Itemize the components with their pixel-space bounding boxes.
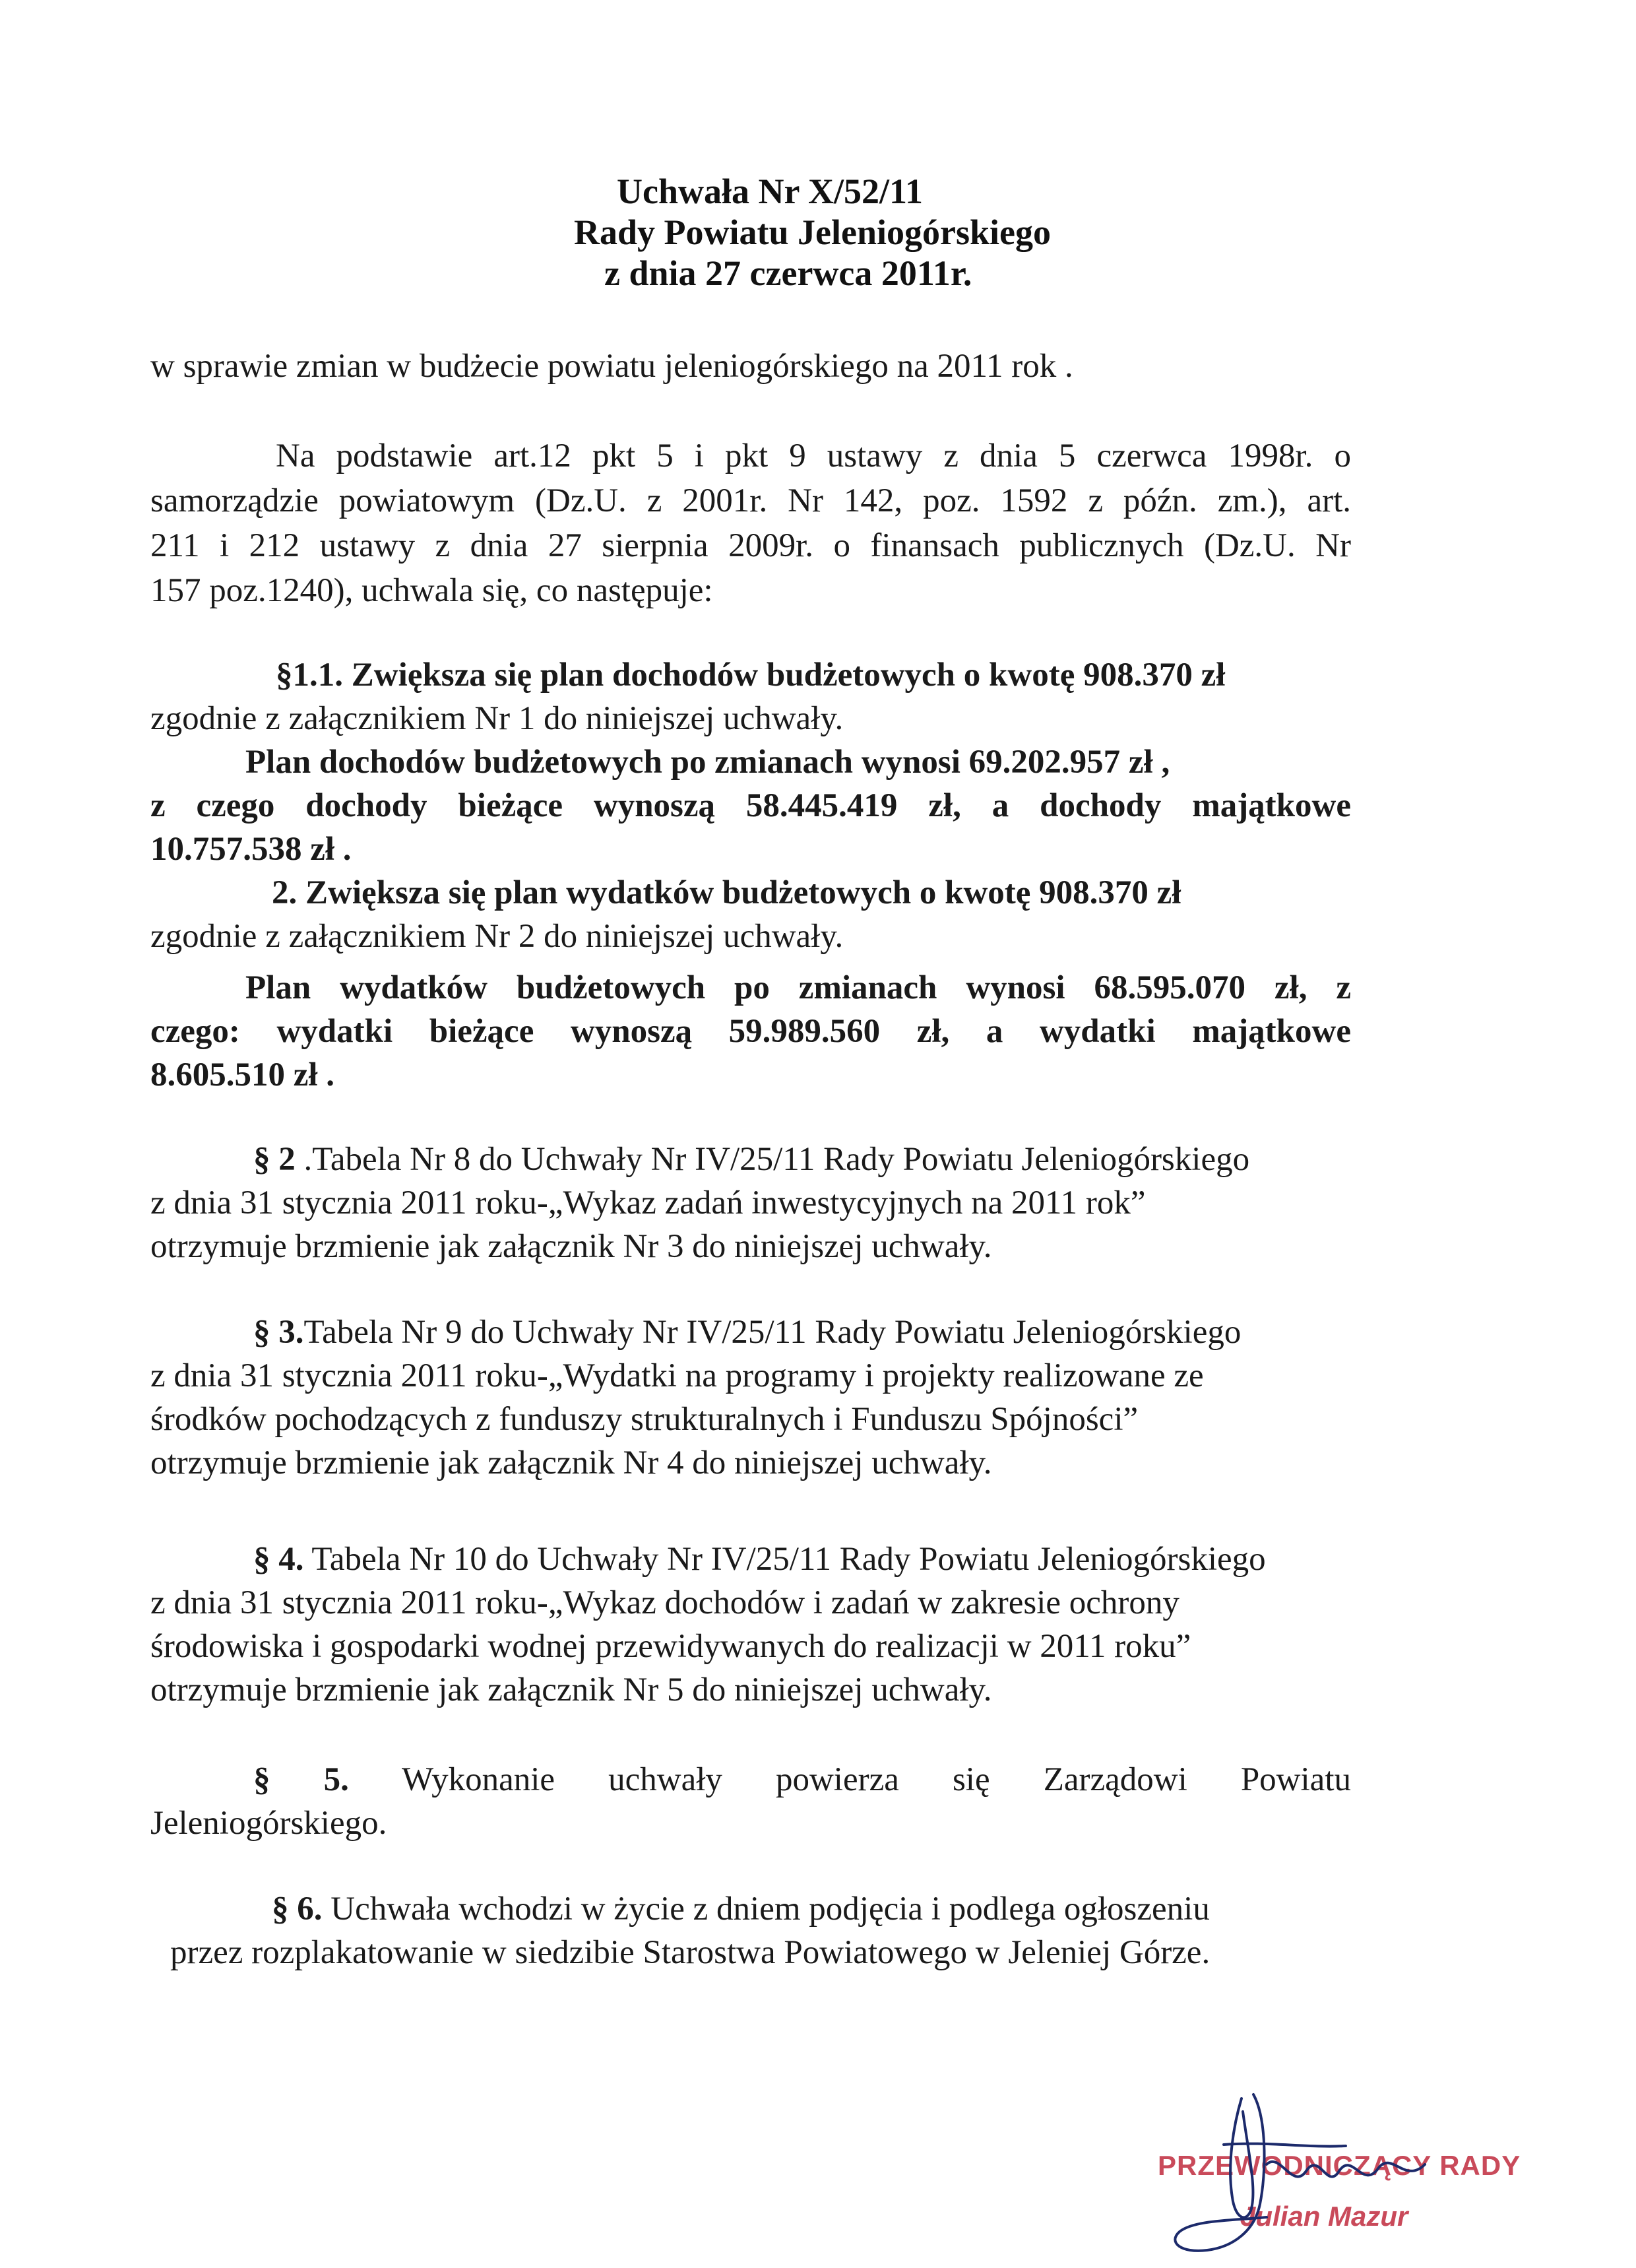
- stamp-name: Julian Mazur: [1240, 2201, 1408, 2232]
- subject-line: w sprawie zmian w budżecie powiatu jeleniogórskiego na 2011 rok .: [150, 348, 1073, 385]
- par3-line-4: otrzymuje brzmienie jak załącznik Nr 4 do niniejszej uchwały.: [150, 1444, 992, 1481]
- par3-number: § 3.: [253, 1314, 304, 1351]
- signature-stroke-1: [1230, 2098, 1253, 2217]
- par1-line-8: Plan wydatków budżetowych po zmianach wynosi 68.595.070 zł, z: [245, 969, 1351, 1006]
- stamp-title: PRZEWODNICZĄCY RADY: [1158, 2150, 1521, 2181]
- par6-line-1: [272, 1889, 1210, 1929]
- par5-line-2: Jeleniogórskiego.: [150, 1805, 387, 1842]
- signature: [1069, 2085, 1544, 2263]
- signature-stroke-4: [1224, 2144, 1346, 2147]
- resolution-date: z dnia 27 czerwca 2011r.: [604, 253, 972, 293]
- par3-line-1: [253, 1312, 1241, 1353]
- council-name: Rady Powiatu Jeleniogórskiego: [574, 212, 1051, 252]
- par1-line-5: 10.757.538 zł .: [150, 831, 352, 868]
- par4-line-3: środowiska i gospodarki wodnej przewidywanych do realizacji w 2011 roku”: [150, 1628, 1191, 1665]
- par6-text-1: Uchwała wchodzi w życie z dniem podjęcia i podlega ogłoszeniu: [322, 1891, 1210, 1928]
- par2-line-3: otrzymuje brzmienie jak załącznik Nr 3 do niniejszej uchwały.: [150, 1228, 992, 1265]
- par4-line-1: [253, 1539, 1266, 1580]
- par2-line-1: [253, 1139, 1249, 1180]
- par6-line-2: przez rozplakatowanie w siedzibie Starostwa Powiatowego w Jeleniej Górze.: [170, 1934, 1211, 1971]
- par1-line-1: §1.1. Zwiększa się plan dochodów budżetowych o kwotę 908.370 zł: [276, 657, 1226, 694]
- par4-number: § 4.: [253, 1541, 304, 1578]
- par5-number: § 5.: [253, 1761, 349, 1798]
- par1-line-9: czego: wydatki bieżące wynoszą 59.989.560 zł, a wydatki majątkowe: [150, 1013, 1351, 1050]
- basis-line-1: Na podstawie art.12 pkt 5 i pkt 9 ustawy z dnia 5 czerwca 1998r. o: [276, 437, 1351, 474]
- par3-line-2: z dnia 31 stycznia 2011 roku-„Wydatki na programy i projekty realizowane ze: [150, 1357, 1204, 1394]
- signature-stroke-3: [1267, 2162, 1425, 2177]
- basis-line-3: 211 i 212 ustawy z dnia 27 sierpnia 2009r. o finansach publicznych (Dz.U. Nr: [150, 527, 1351, 564]
- par4-line-2: z dnia 31 stycznia 2011 roku-„Wykaz dochodów i zadań w zakresie ochrony: [150, 1584, 1180, 1621]
- par1-line-6: 2. Zwiększa się plan wydatków budżetowych o kwotę 908.370 zł: [272, 874, 1181, 911]
- basis-line-2: samorządzie powiatowym (Dz.U. z 2001r. Nr 142, poz. 1592 z późn. zm.), art.: [150, 482, 1351, 519]
- resolution-title: Uchwała Nr X/52/11: [617, 172, 924, 211]
- par5-text-1: Wykonanie uchwały powierza się Zarządowi Powiatu: [348, 1761, 1351, 1798]
- par1-line-7: zgodnie z załącznikiem Nr 2 do niniejszej uchwały.: [150, 918, 844, 955]
- par2-text-1: .Tabela Nr 8 do Uchwały Nr IV/25/11 Rady Powiatu Jeleniogórskiego: [295, 1141, 1250, 1178]
- par1-line-10: 8.605.510 zł .: [150, 1056, 335, 1093]
- par1-line-4: z czego dochody bieżące wynoszą 58.445.419 zł, a dochody majątkowe: [150, 787, 1351, 824]
- par3-line-3: środków pochodzących z funduszy strukturalnych i Funduszu Spójności”: [150, 1401, 1139, 1438]
- par4-text-1: Tabela Nr 10 do Uchwały Nr IV/25/11 Rady Powiatu Jeleniogórskiego: [303, 1541, 1266, 1578]
- par2-line-2: z dnia 31 stycznia 2011 roku-„Wykaz zadań inwestycyjnych na 2011 rok”: [150, 1184, 1146, 1221]
- par5-line-1: [253, 1759, 1351, 1800]
- basis-line-4: 157 poz.1240), uchwala się, co następuje:: [150, 572, 713, 609]
- par1-line-2: zgodnie z załącznikiem Nr 1 do niniejszej uchwały.: [150, 700, 844, 737]
- par2-number: § 2: [253, 1141, 296, 1178]
- par4-line-4: otrzymuje brzmienie jak załącznik Nr 5 do niniejszej uchwały.: [150, 1671, 992, 1708]
- par6-number: § 6.: [272, 1891, 323, 1928]
- par3-text-1: Tabela Nr 9 do Uchwały Nr IV/25/11 Rady Powiatu Jeleniogórskiego: [303, 1314, 1242, 1351]
- par1-line-3: Plan dochodów budżetowych po zmianach wynosi 69.202.957 zł ,: [245, 744, 1170, 781]
